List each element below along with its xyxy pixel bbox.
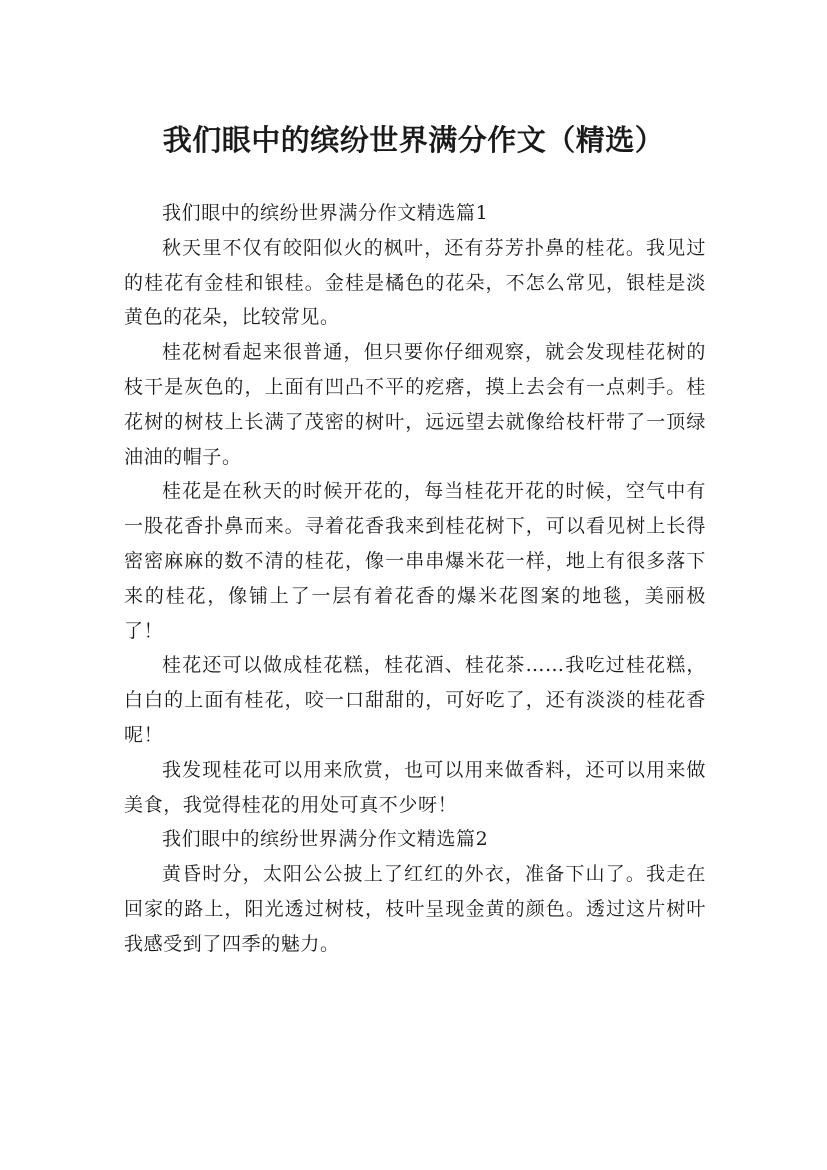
paragraph: 黄昏时分，太阳公公披上了红红的外衣，准备下山了。我走在回家的路上，阳光透过树枝，枝叶呈现金黄的颜色。透过这片树叶我感受到了四季的魅力。: [124, 863, 706, 955]
section-heading-2: 我们眼中的缤纷世界满分作文精选篇2: [162, 828, 489, 851]
paragraph: 桂花还可以做成桂花糕，桂花酒、桂花茶……我吃过桂花糕，白白的上面有桂花，咬一口甜甜的，可好吃了，还有淡淡的桂花香呢！: [124, 654, 706, 746]
section-heading-1: 我们眼中的缤纷世界满分作文精选篇1: [162, 202, 489, 224]
document-title: 我们眼中的缤纷世界满分作文（精选）: [162, 123, 665, 158]
document-body: [124, 196, 706, 962]
paragraph: 我发现桂花可以用来欣赏，也可以用来做香料，还可以用来做美食，我觉得桂花的用处可真不少呀！: [124, 758, 706, 816]
paragraph: 桂花是在秋天的时候开花的，每当桂花开花的时候，空气中有一股花香扑鼻而来。寻着花香我来到桂花树下，可以看见树上长得密密麻麻的数不清的桂花，像一串串爆米花一样，地上有很多落下来的桂花，像铺上了一层有着花香的爆米花图案的地毯，美丽极了！: [124, 480, 706, 642]
paragraph: 秋天里不仅有皎阳似火的枫叶，还有芬芳扑鼻的桂花。我见过的桂花有金桂和银桂。金桂是橘色的花朵，不怎么常见，银桂是淡黄色的花朵，比较常见。: [124, 236, 706, 329]
paragraph: 桂花树看起来很普通，但只要你仔细观察，就会发现桂花树的枝干是灰色的，上面有凹凸不平的疙瘩，摸上去会有一点刺手。桂花树的树枝上长满了茂密的树叶，远远望去就像给枝杆带了一顶绿油油的帽子。: [124, 341, 706, 468]
